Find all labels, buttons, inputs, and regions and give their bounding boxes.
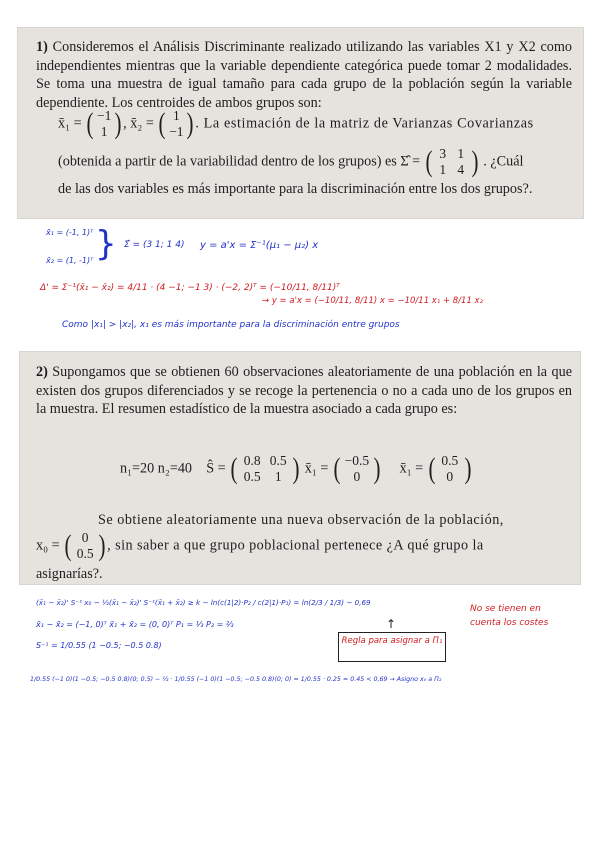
q1-number: 1) bbox=[36, 39, 48, 55]
q2-para-a-text: Supongamos que se obtienen 60 observaciones aleatoriamente de una población en la que existen dos grupos diferenciados y se recoge la pertenencia o no a cada uno de los grupos en la muestra. El resumen estadístico de la muestra asociado a cada grupo es: bbox=[36, 364, 573, 418]
q1-note-centroid2: x̄₂ = (1, -1)ᵀ bbox=[46, 256, 94, 265]
sigma-12: 1 bbox=[457, 146, 465, 161]
paren-right-icon: ) bbox=[186, 107, 194, 140]
centroid1-vector bbox=[95, 108, 113, 140]
x1-vector bbox=[342, 453, 372, 485]
q1-centroids-line: x̄₁ = ( −1 1 ) , x̄₂ = ( 1 −1 ) . La estimación de la matriz de Varianzas Covarianzas bbox=[58, 107, 534, 140]
paren-left-icon: ( bbox=[333, 452, 341, 485]
q1-paragraph-b: de las dos variables es más importante para la discriminación entre los dos grupos?. bbox=[58, 181, 533, 197]
sigma-22: 4 bbox=[457, 162, 465, 177]
q2-note-sinv: S⁻¹ = 1/0.55 (1 −0.5; −0.5 0.8) bbox=[36, 641, 162, 650]
paren-right-icon: ) bbox=[292, 452, 300, 485]
q2-line-c: , sin saber a que grupo poblacional pertenece ¿A qué grupo la bbox=[107, 537, 484, 554]
q1-line-rest: . La estimación de la matriz de Varianzas Covarianzas bbox=[195, 115, 534, 132]
centroid1-v1: −1 bbox=[96, 108, 112, 123]
q2-x0-line bbox=[36, 530, 484, 562]
sigma-matrix bbox=[434, 146, 470, 178]
q1-note-sigma: Σ̂ = (3 1; 1 4) bbox=[124, 240, 185, 250]
s-21: 0.5 bbox=[243, 469, 261, 484]
s-12: 0.5 bbox=[269, 453, 287, 468]
s-11: 0.8 bbox=[243, 453, 261, 468]
q1-note-brace: } bbox=[95, 224, 117, 264]
x1-label: x̄₁ = bbox=[304, 460, 329, 477]
x0-vector bbox=[73, 530, 97, 562]
q2-n-text: n₁=20 n₂=40 bbox=[120, 460, 193, 477]
q1-note-formula: y = a'x = Σ⁻¹(μ₁ − μ₂) x bbox=[200, 240, 319, 251]
paren-right-icon: ) bbox=[98, 529, 106, 562]
x0-v2: 0.5 bbox=[76, 546, 94, 561]
s-label: Ŝ = bbox=[206, 460, 226, 477]
q1-note-conclusion: Como |x₁| > |x₂|, x₁ es más importante para la discriminación entre grupos bbox=[62, 320, 400, 330]
x1-v2: 0 bbox=[353, 469, 361, 484]
x0-label: x₀ = bbox=[36, 537, 60, 554]
centroid1-v2: 1 bbox=[100, 124, 108, 139]
paren-left-icon: ( bbox=[86, 107, 94, 140]
q1-para-a-text: Consideremos el Análisis Discriminante realizado utilizando las variables X1 y X2 como independientes mientras que la variable dependiente categórica puede tomar 2 modalidades. Se toma una muestra de igual tamaño para cada grupo de la población según la variable dependiente. Los centroides de ambos grupos son: bbox=[36, 39, 572, 111]
s-matrix bbox=[239, 453, 291, 485]
arrow-up-icon: ↑ bbox=[386, 617, 397, 631]
q2-paragraph-a bbox=[36, 363, 572, 419]
q2-note-calc: 1/0.55 (−1 0)(1 −0.5; −0.5 0.8)(0; 0.5) − ½ · 1/0.55 (−1 0)(1 −0.5; −0.5 0.8)(0; 0) = 1/0.55 · 0.25 = 0.45 < 0,69 → Asigno x₀ a Π₂ bbox=[30, 676, 442, 683]
paren-left-icon: ( bbox=[428, 452, 436, 485]
paren-right-icon: ) bbox=[464, 452, 472, 485]
x1b-v1: 0.5 bbox=[441, 453, 459, 468]
q2-number: 2) bbox=[36, 364, 48, 380]
sigma-11: 3 bbox=[439, 146, 447, 161]
paren-right-icon: ) bbox=[373, 452, 381, 485]
q2-paragraph-b: Se obtiene aleatoriamente una nueva observación de la población, bbox=[98, 512, 504, 528]
q1-line2-post: . ¿Cuál bbox=[483, 153, 524, 170]
centroid2-v1: 1 bbox=[173, 108, 180, 123]
paren-right-icon: ) bbox=[114, 107, 122, 140]
x0-v1: 0 bbox=[81, 530, 89, 545]
x1b-label: x̄₁ = bbox=[399, 460, 424, 477]
paren-left-icon: ( bbox=[64, 529, 72, 562]
x1b-vector bbox=[437, 453, 463, 485]
q1-note-delta: Δ' = Σ⁻¹(x̄₁ − x̄₂) = 4/11 · (4 −1; −1 3) · (−2, 2)ᵀ = (−10/11, 8/11)ᵀ bbox=[40, 283, 340, 293]
x1b-v2: 0 bbox=[446, 469, 454, 484]
paren-left-icon: ( bbox=[425, 145, 433, 178]
centroid2-v2: −1 bbox=[169, 124, 184, 139]
q2-note-costs: No se tienen en cuenta los costes bbox=[470, 604, 549, 628]
s-22: 1 bbox=[274, 469, 282, 484]
q2-note-rule: (x̄₁ − x̄₂)' S⁻¹ x₀ − ½(x̄₁ − x̄₂)' S⁻¹(x̄₁ + x̄₂) ≥ k − ln(c(1|2)·P₂ / c(2|1)·P₁) = ln(2/3 / 1/3) − 0,69 bbox=[36, 598, 371, 607]
centroid2-vector bbox=[167, 108, 185, 140]
q1-paragraph-a bbox=[36, 38, 572, 112]
x1-v1: −0.5 bbox=[344, 453, 370, 468]
q1-note-result: → y = a'x = (−10/11, 8/11) x = −10/11 x₁ + 8/11 x₂ bbox=[262, 296, 483, 306]
q2-stats-line bbox=[120, 453, 473, 485]
q1-line2-pre: (obtenida a partir de la variabilidad dentro de los grupos) es bbox=[58, 153, 397, 170]
sigma-21: 1 bbox=[439, 162, 447, 177]
centroid1-label: x̄₁ = bbox=[58, 115, 82, 132]
q2-line-d: asignarías?. bbox=[36, 566, 103, 582]
sigma-label: Σ̂ = bbox=[400, 153, 421, 170]
q1-sigma-line bbox=[58, 146, 523, 178]
paren-left-icon: ( bbox=[158, 107, 166, 140]
q2-note-box: Regla para asignar a Π₁ bbox=[338, 632, 446, 662]
paren-right-icon: ) bbox=[471, 145, 479, 178]
q1-note-centroid1: x̄₁ = (-1, 1)ᵀ bbox=[46, 228, 94, 237]
q2-note-diffs: x̄₁ − x̄₂ = (−1, 0)ᵀ x̄₁ + x̄₂ = (0, 0)ᵀ P₁ = ⅓ P₂ = ⅔ bbox=[36, 620, 234, 629]
paren-left-icon: ( bbox=[230, 452, 238, 485]
centroid2-label: x̄₂ = bbox=[130, 115, 154, 132]
